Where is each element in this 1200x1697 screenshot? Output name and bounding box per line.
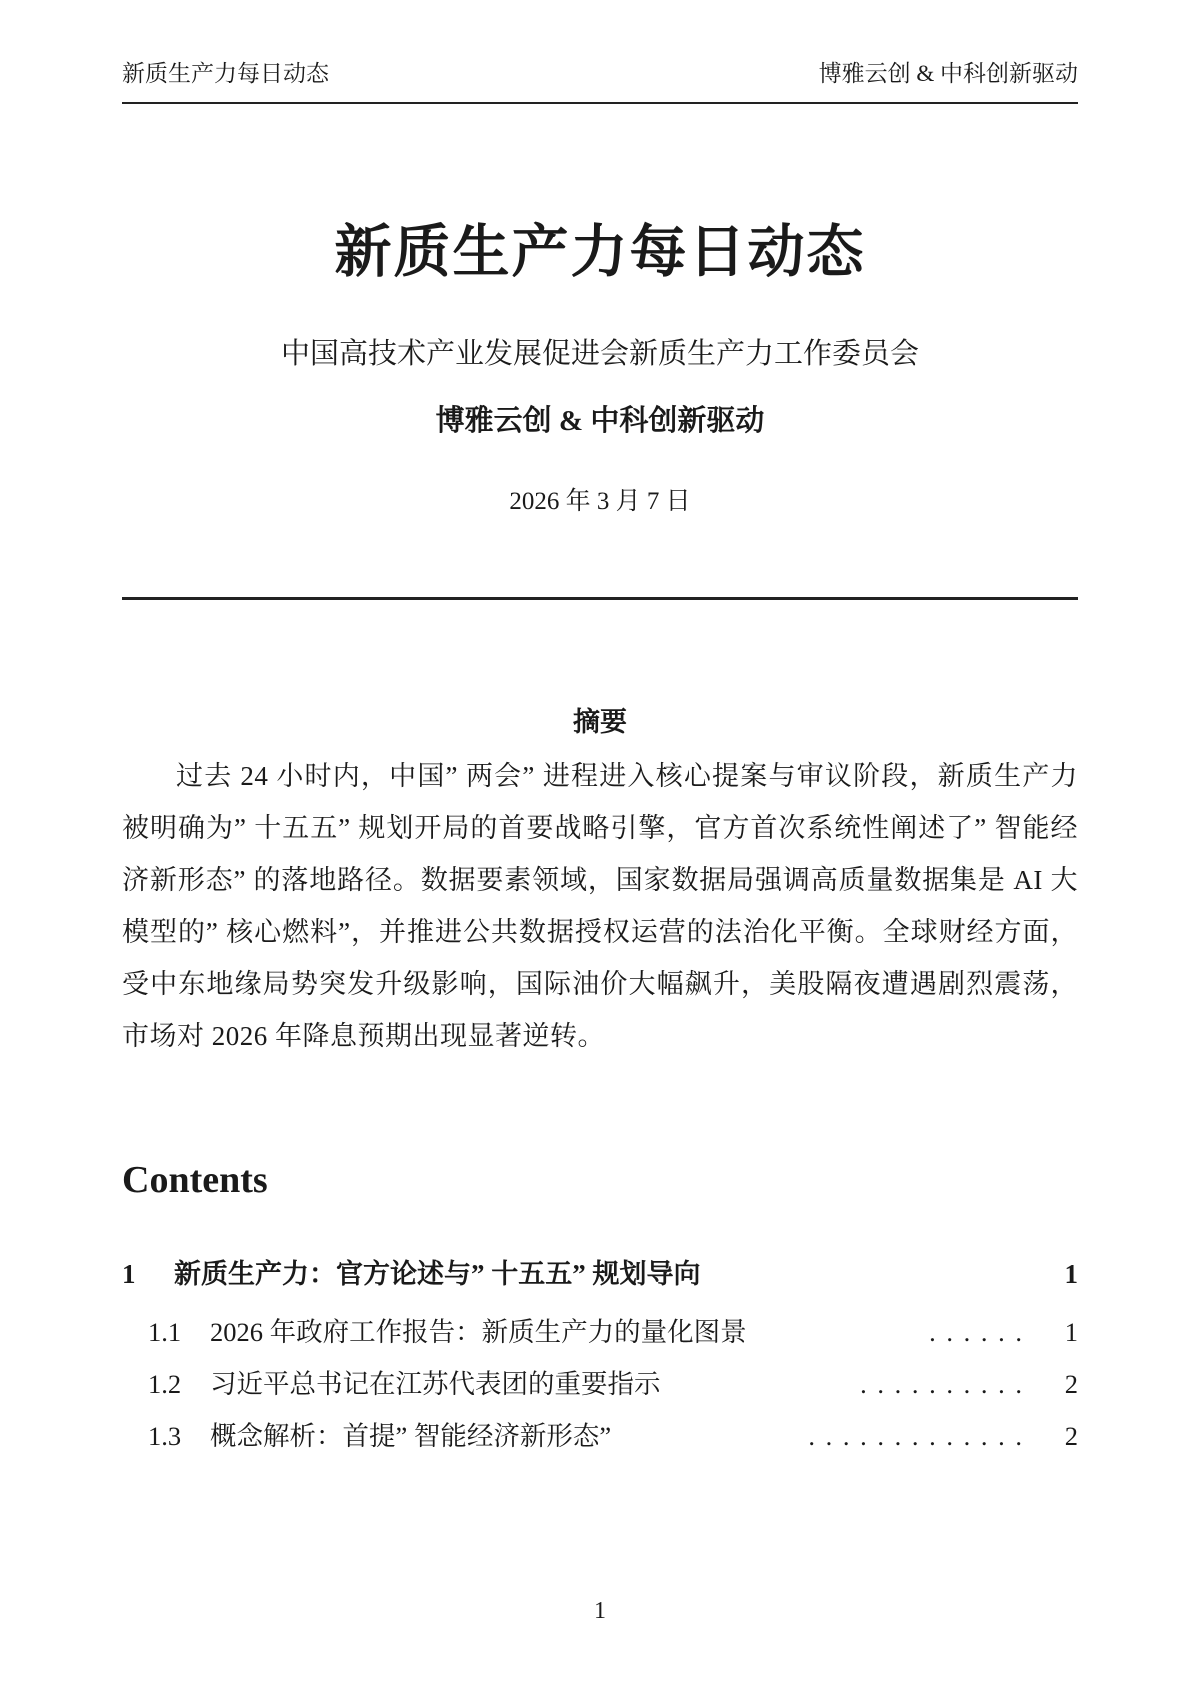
- toc-entry-number: 1.2: [148, 1368, 182, 1399]
- title-divider-rule: [122, 597, 1078, 600]
- toc-entry-page: 1: [1064, 1258, 1078, 1289]
- document-date: 2026 年 3 月 7 日: [509, 487, 691, 515]
- toc-entry-number: 1.3: [148, 1420, 182, 1451]
- toc-entry-section-1-2[interactable]: [122, 1358, 1078, 1410]
- toc-entry-title: 新质生产力：官方论述与” 十五五” 规划导向: [174, 1258, 701, 1289]
- toc-entry-page: 2: [1064, 1420, 1078, 1451]
- toc-entry-section-1-1[interactable]: [122, 1306, 1078, 1358]
- document-title: 新质生产力每日动态: [334, 220, 866, 284]
- toc-dot-leader: . . . . . . . . . .: [860, 1368, 1024, 1399]
- table-of-contents: [122, 1248, 1078, 1462]
- abstract-heading: 摘要: [573, 706, 627, 737]
- running-header: [122, 0, 1078, 104]
- toc-dot-leader: . . . . . . . . . . . . .: [808, 1420, 1024, 1451]
- toc-entry-page: 2: [1064, 1368, 1078, 1399]
- toc-entry-title: 习近平总书记在江苏代表团的重要指示: [210, 1368, 661, 1399]
- toc-entry-title: 2026 年政府工作报告：新质生产力的量化图景: [210, 1316, 747, 1347]
- contents-heading: Contents: [122, 1159, 268, 1202]
- toc-entry-title: 概念解析：首提” 智能经济新形态”: [210, 1420, 612, 1451]
- abstract-paragraph: 过去 24 小时内，中国” 两会” 进程进入核心提案与审议阶段，新质生产力被明确为” 十五五” 规划开局的首要战略引擎，官方首次系统性阐述了” 智能经济新形态” 的落地路径。数据要素领域，国家数据局强调高质量数据集是 AI 大模型的” 核心燃料”，并推进公共数据授权运营的法治化平衡。全球财经方面，受中东地缘局势突发升级影响，国际油价大幅飙升，美股隔夜遭遇剧烈震荡，市场对 2026 年降息预期出现显著逆转。: [122, 761, 1078, 1052]
- page-number: 1: [594, 1598, 606, 1624]
- toc-entry-section-1-3[interactable]: [122, 1410, 1078, 1462]
- toc-dot-leader: . . . . . .: [929, 1316, 1024, 1347]
- toc-entry-number: 1: [122, 1258, 136, 1289]
- toc-entry-number: 1.1: [148, 1316, 182, 1347]
- toc-entry-page: 1: [1064, 1316, 1078, 1347]
- document-organization: 博雅云创 & 中科创新驱动: [435, 404, 765, 437]
- running-header-left: 新质生产力每日动态: [122, 61, 329, 86]
- toc-entry-section-1[interactable]: [122, 1248, 1078, 1300]
- running-header-right: 博雅云创 & 中科创新驱动: [818, 61, 1078, 86]
- document-subtitle: 中国高技术产业发展促进会新质生产力工作委员会: [280, 338, 919, 371]
